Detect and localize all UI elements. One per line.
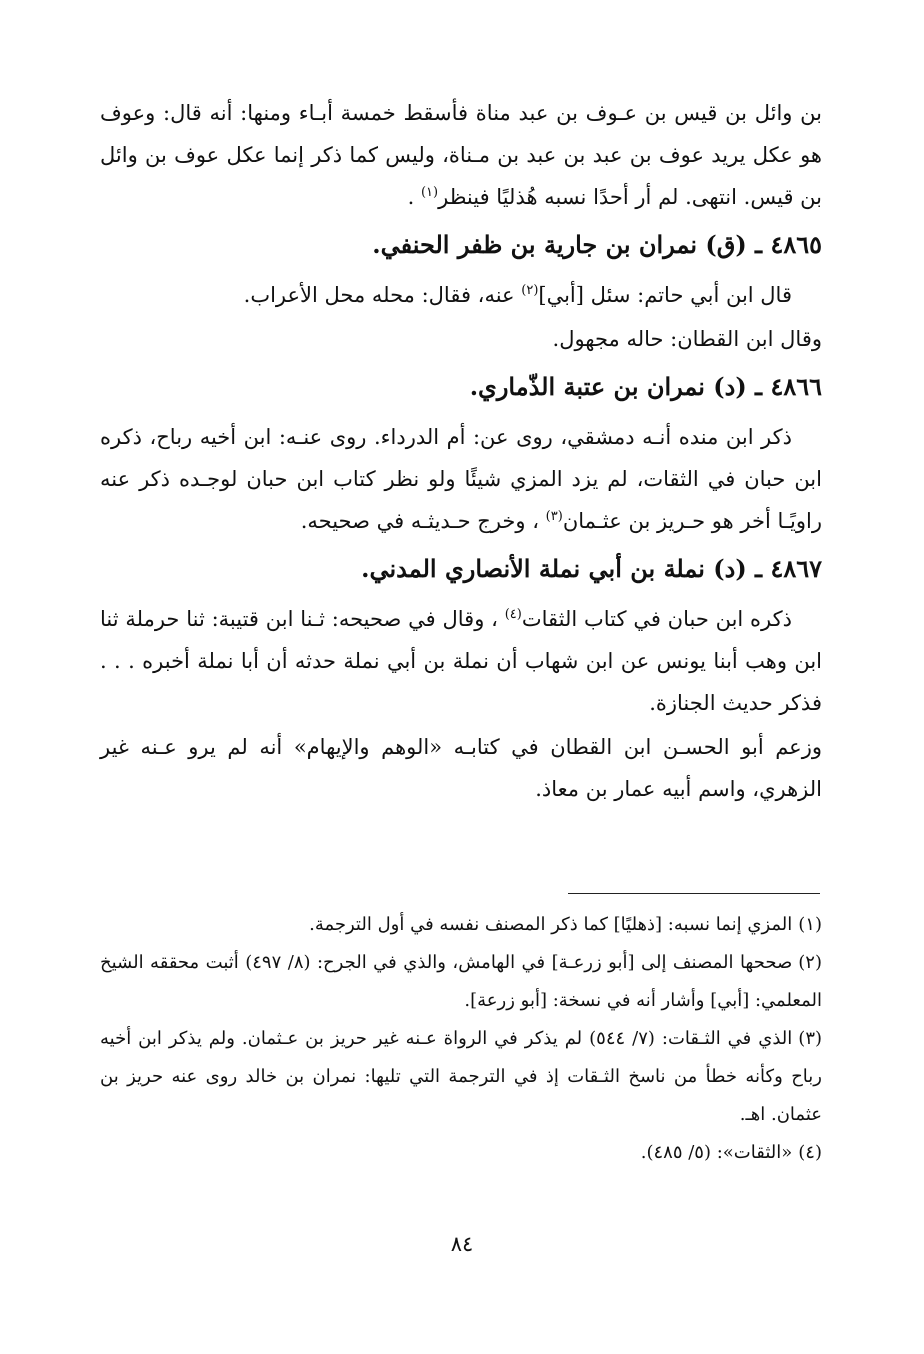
- main-text: [100, 92, 822, 812]
- entry-heading-4865: ٤٨٦٥ ـ (ق) نمران بن جارية بن ظفر الحنفي.: [372, 230, 822, 259]
- footnote-number: (٢): [798, 952, 822, 973]
- footnote-separator: [568, 893, 820, 894]
- footnote-ref-3: (٣): [545, 509, 563, 524]
- entry-4865-paragraph-2: وقال ابن القطان: حاله مجهول.: [552, 327, 822, 351]
- footnote-number: (٣): [798, 1028, 823, 1049]
- footnotes: [100, 906, 822, 1172]
- footnote-ref-1: (١): [420, 185, 439, 200]
- entry-4866-paragraph-1: ذكر ابن منده أنـه دمشقي، روى عن: أم الدرداء. روى عنـه: ابن أخيه رباح، ذكره ابن حبان في الثقات، لم يزد المزي شيئًا ولو نظر كتاب ابن حبان لوجـده ذكر عنه راويًـا أخر هو حـريز بن عثـمان$^{(٣)}$ ، وخرج حـديثـه في صحيحه.: [100, 425, 822, 533]
- entry-heading-4866: ٤٨٦٦ ـ (د) نمران بن عتبة الذّماري.: [469, 372, 822, 401]
- paragraph-continued: بن وائل بن قيس بن عـوف بن عبد مناة فأسقط خمسة أبـاء ومنها: أنه قال: وعوف هو عكل يريد عوف بن عبد بن عبد بن مـناة، وليس كما ذكر إنما عكل عوف بن وائل بن قيس. انتهى. لم أر أحدًا نسبه هُذليًا فينظر$^{(١)}$ .: [100, 101, 822, 209]
- footnote-ref-4: (٤): [504, 607, 522, 622]
- footnote-number: (٤): [798, 1142, 822, 1163]
- entry-4867-paragraph-1: ذكره ابن حبان في كتاب الثقات$^{(٤)}$ ، وقال في صحيحه: ثـنا ابن قتيبة: ثنا حرملة ثنا ابن وهب أبنا يونس عن ابن شهاب أن نملة بن أبي نملة حدثه أن أبا نملة أخبره . . . فذكر حديث الجنازة.: [100, 607, 823, 715]
- footnote-ref-2: (٢): [521, 283, 539, 298]
- entry-heading-4867: ٤٨٦٧ ـ (د) نملة بن أبي نملة الأنصاري المدني.: [361, 554, 822, 583]
- footnote-2: (٢)صححها المصنف إلى [أبو زرعـة] في الهامش، والذي في الجرح: (٨/ ٤٩٧) أثبت محققه الشيخ المعلمي: [أبي] وأشار أنه في نسخة: [أبو زرعة].: [100, 952, 822, 1011]
- footnote-3: (٣)الذي في الثـقات: (٧/ ٥٤٤) لم يذكر في الرواة عـنه غير حريز بن عـثمان. ولم يذكر ابن أخيه رباح وكأنه خطأ من ناسخ الثـقات إذ في الترجمة التي تليها: نمران بن خالد روى عنه حريز بن عثمان. اهـ.: [100, 1028, 823, 1125]
- entry-4867-paragraph-2: وزعم أبو الحسـن ابن القطان في كتابـه «الوهم والإيهام» أنه لم يرو عـنه غير الزهري، واسم أبيه عمار بن معاذ.: [100, 735, 822, 801]
- footnote-4: (٤)«الثقات»: (٥/ ٤٨٥).: [640, 1142, 822, 1163]
- page-number: ٨٤: [450, 1232, 474, 1256]
- footnote-number: (١): [798, 914, 822, 935]
- entry-4865-paragraph-1: قال ابن أبي حاتم: سئل [أبي]$^{(٢)}$ عنه، فقال: محله محل الأعراب.: [243, 283, 792, 307]
- footnote-1: (١)المزي إنما نسبه: [ذهليًا] كما ذكر المصنف نفسه في أول الترجمة.: [309, 914, 822, 935]
